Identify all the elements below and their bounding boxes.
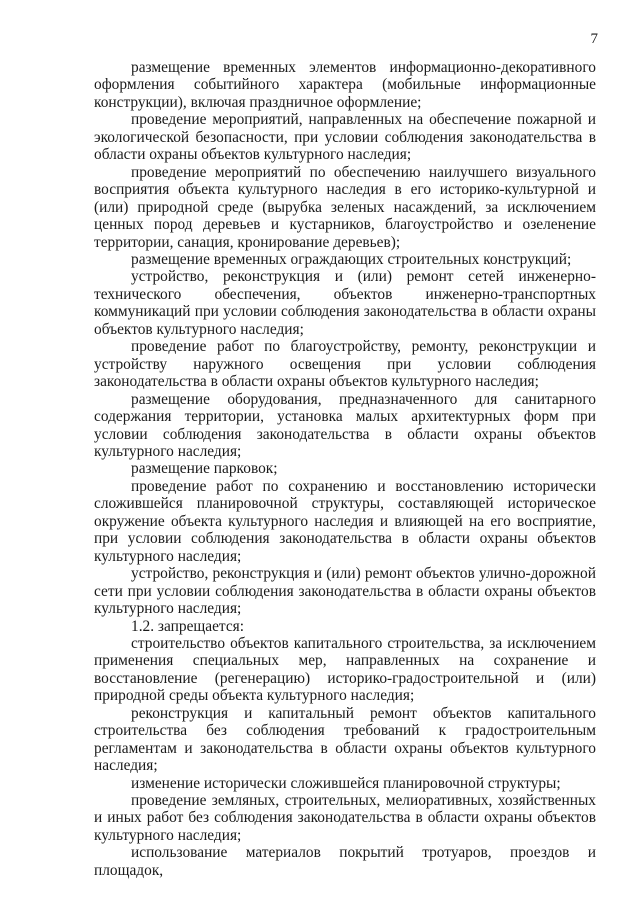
paragraph-road-network: устройство, реконструкция и (или) ремонт объектов улично-дорожной сети при условии соблюдения законодательства в области охраны объектов культурного наследия; [94,565,596,618]
paragraph-parking: размещение парковок; [131,460,278,478]
paragraph-sanitary-equipment: размещение оборудования, предназначенного для санитарного содержания территории, установка малых архитектурных форм при условии соблюдения законодательства в области охраны объектов культурного наследия; [94,390,596,460]
paragraph-temporary-fencing: размещение временных ограждающих строительных конструкций; [131,250,572,268]
paragraph-planning-structure-restoration: проведение работ по сохранению и восстановлению исторически сложившейся планировочной структуры, составляющей историческое окружение объекта культурного наследия и влияющей на его восприятие, при условии соблюдения законодательства в области охраны объектов культурного наследия; [94,477,596,565]
paragraph-outdoor-lighting: проведение работ по благоустройству, ремонту, реконструкции и устройству наружного освещения при условии соблюдения законодательства в области охраны объектов культурного наследия; [94,338,596,391]
paragraph-pavement-materials: использование материалов покрытий тротуаров, проездов и площадок, [94,844,596,879]
page-number: 7 [590,31,598,47]
paragraph-fire-ecological-safety: проведение мероприятий, направленных на обеспечение пожарной и экологической безопасности, при условии соблюдения законодательства в области охраны объектов культурного наследия; [94,111,596,164]
paragraph-capital-construction: строительство объектов капитального строительства, за исключением применения специальных мер, направленных на сохранение и восстановление (регенерацию) историко-градостроительной и (или) природной среды объекта культурного наследия; [94,634,596,705]
paragraph-engineering-networks: устройство, реконструкция и (или) ремонт сетей инженерно-технического обеспечения, объектов инженерно-транспортных коммуникаций при условии соблюдения законодательства в области охраны объектов культурного наследия; [94,268,596,338]
paragraph-earthworks: проведение земляных, строительных, мелиоративных, хозяйственных и иных работ без соблюдения законодательства в области охраны объектов культурного наследия; [94,792,596,844]
paragraph-reconstruction-repair: реконструкция и капитальный ремонт объектов капитального строительства без соблюдения требований к градостроительным регламентам и законодательства в области охраны объектов культурного наследия; [94,704,596,775]
paragraph-planning-structure-change: изменение исторически сложившейся планировочной структуры; [131,774,561,792]
section-heading-prohibited: 1.2. запрещается: [131,617,245,635]
document-body [94,59,596,879]
paragraph-temporary-decorative-elements: размещение временных элементов информационно-декоративного оформления событийного характера (мобильные информационные конструкции), включая праздничное оформление; [94,59,596,111]
paragraph-visual-perception-measures: проведение мероприятий по обеспечению наилучшего визуального восприятия объекта культурного наследия в его историко-культурной и (или) природной среде (вырубка зеленых насаждений, за исключением ценных пород деревьев и кустарников, благоустройство и озеленение территории, санация, кронирование деревьев); [94,163,596,251]
